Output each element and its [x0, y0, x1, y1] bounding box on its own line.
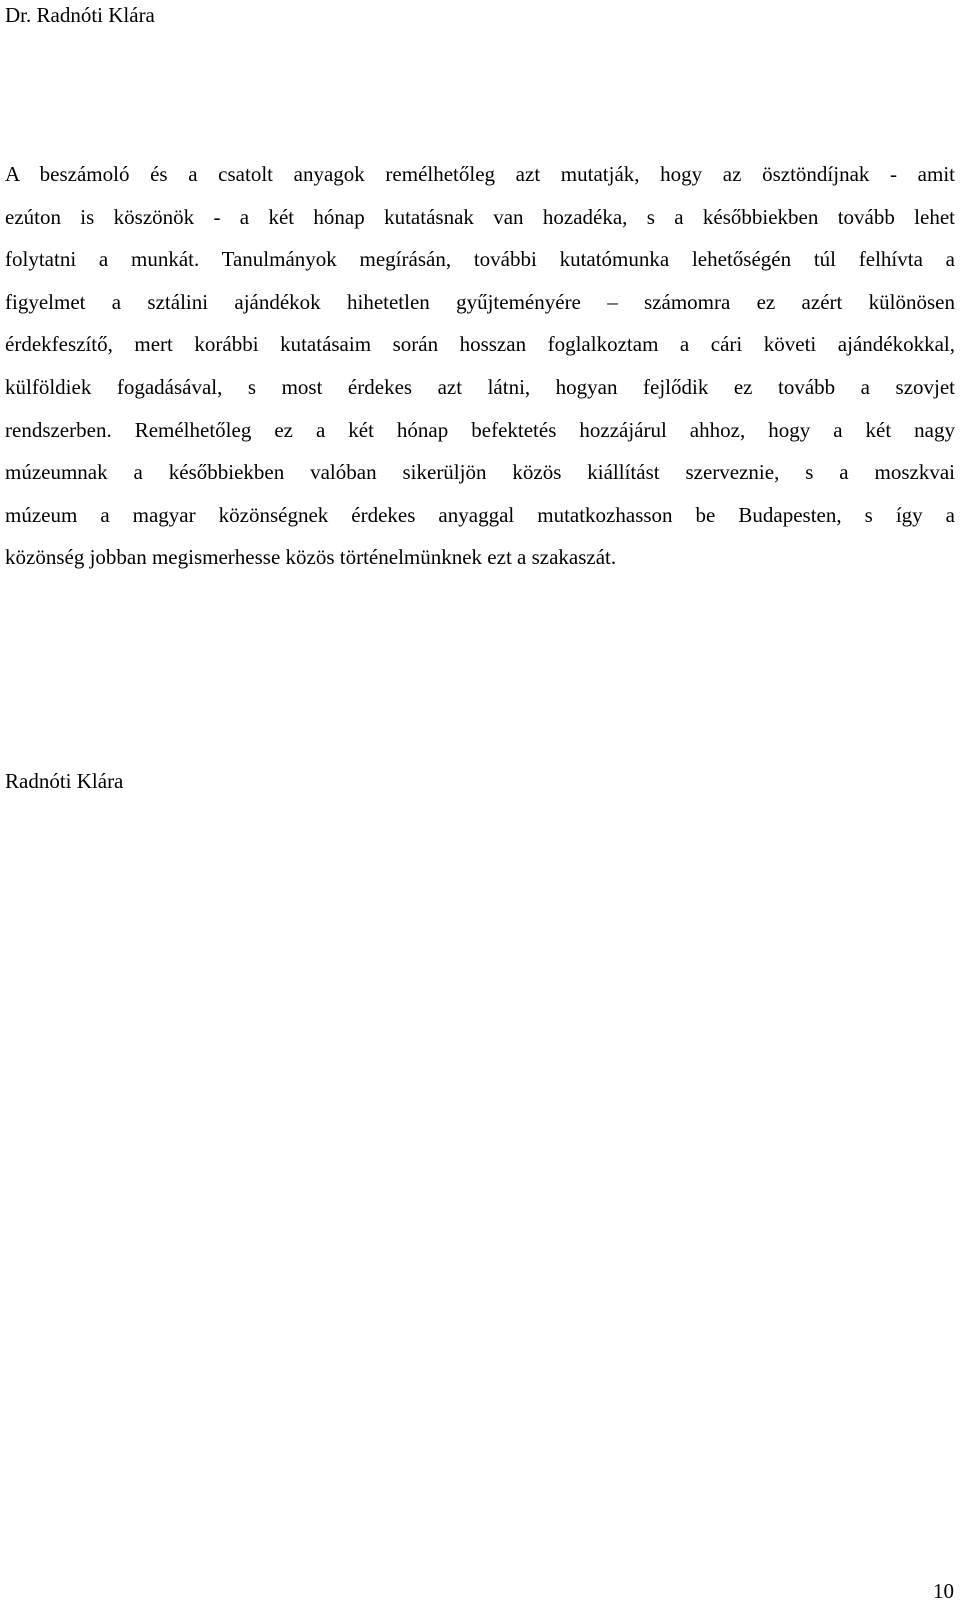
paragraph-line: érdekfeszítő, mert korábbi kutatásaim során hosszan foglalkoztam a cári követi ajándékokkal, [5, 332, 955, 357]
paragraph-line: A beszámoló és a csatolt anyagok remélhetőleg azt mutatják, hogy az ösztöndíjnak - amit [5, 162, 955, 186]
page-header-author: Dr. Radnóti Klára [5, 3, 155, 27]
paragraph-line: figyelmet a sztálini ajándékok hihetetlen gyűjteményére – számomra ez azért különösen [5, 289, 955, 314]
signature: Radnóti Klára [5, 769, 124, 793]
paragraph-line: rendszerben. Remélhetőleg ez a két hónap befektetés hozzájárul ahhoz, hogy a két nagy [5, 417, 955, 442]
paragraph-line: ezúton is köszönök - a két hónap kutatásnak van hozadéka, s a későbbiekben tovább lehet [5, 204, 955, 229]
paragraph-line: folytatni a munkát. Tanulmányok megírásán, további kutatómunka lehetőségén túl felhívta a [5, 247, 955, 272]
page-number: 10 [933, 1579, 954, 1603]
body-paragraph [5, 153, 955, 579]
paragraph-line: közönség jobban megismerhesse közös történelmünknek ezt a szakaszát. [5, 545, 617, 570]
paragraph-line: múzeum a magyar közönségnek érdekes anyaggal mutatkozhasson be Budapesten, s így a [5, 502, 955, 527]
paragraph-line: múzeumnak a későbbiekben valóban sikerüljön közös kiállítást szerveznie, s a moszkvai [5, 460, 955, 485]
paragraph-line: külföldiek fogadásával, s most érdekes azt látni, hogyan fejlődik ez tovább a szovjet [5, 374, 955, 399]
